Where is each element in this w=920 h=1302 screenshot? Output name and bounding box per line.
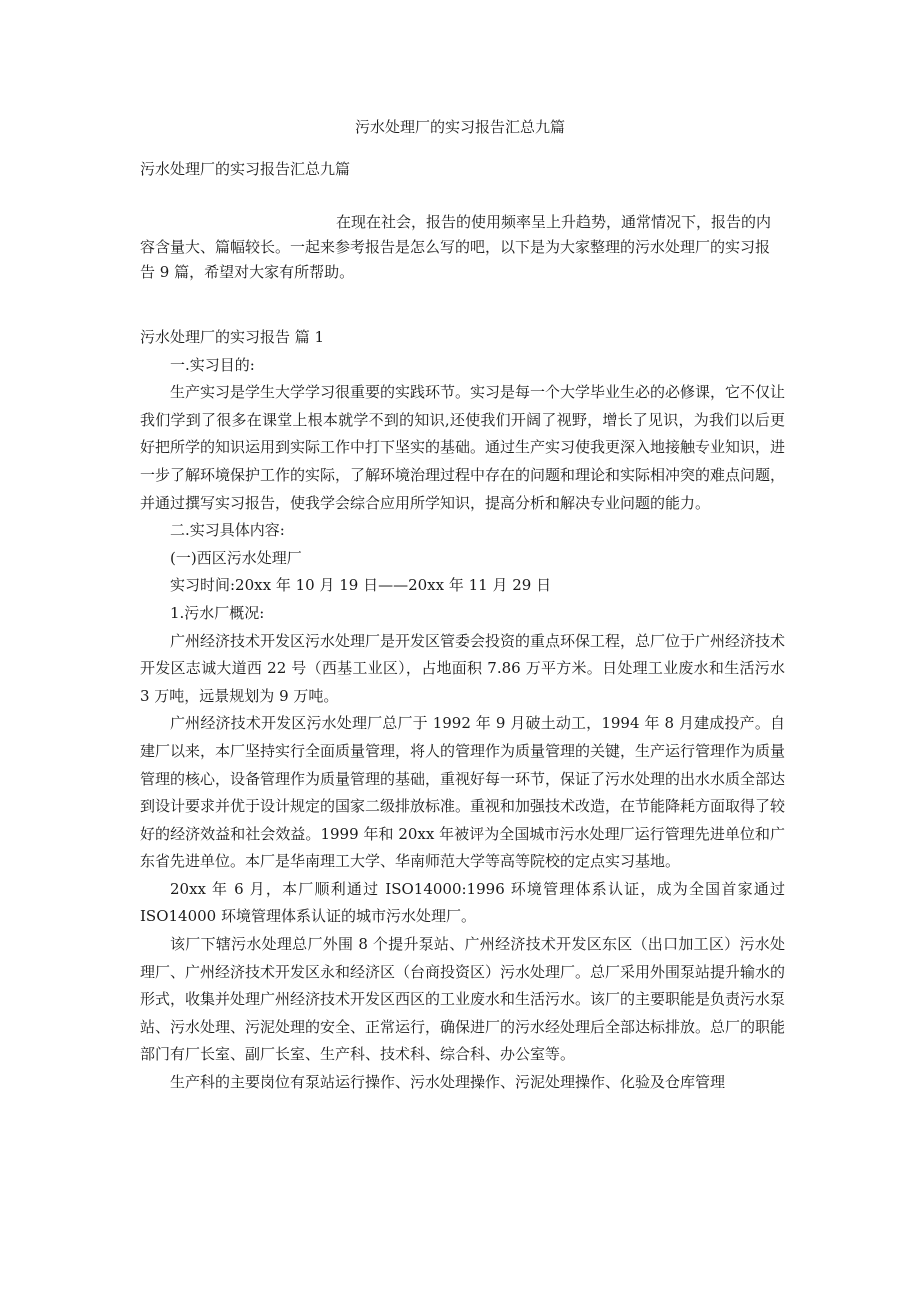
body-paragraph: 20xx 年 6 月，本厂顺利通过 ISO14000:1996 环境管理体系认证，成为全国首家通过 ISO14000 环境管理体系认证的城市污水处理厂。 <box>140 879 785 926</box>
intro-paragraph <box>140 210 780 285</box>
plant-heading: (一)西区污水处理厂 <box>170 548 302 567</box>
content-heading: 二.实习具体内容: <box>170 521 285 540</box>
overview-heading: 1.污水厂概况: <box>170 603 265 622</box>
purpose-paragraph: 生产实习是学生大学学习很重要的实践环节。实习是每一个大学毕业生必的必修课，它不仅让我们学到了很多在课堂上根本就学不到的知识,还使我们开阔了视野，增长了见识，为我们以后更好把所学的知识运用到实际工作中打下坚实的基础。通过生产实习使我更深入地接触专业知识，进一步了解环境保护工作的实际，了解环境治理过程中存在的问题和理论和实际相冲突的难点问题，并通过撰写实习报告，使我学会综合应用所学知识，提高分析和解决专业问题的能力。 <box>140 383 786 512</box>
body-paragraph: 生产科的主要岗位有泵站运行操作、污水处理操作、污泥处理操作、化验及仓库管理 <box>170 1073 726 1092</box>
section-heading: 污水处理厂的实习报告 篇 1 <box>140 328 325 346</box>
body-paragraph: 广州经济技术开发区污水处理厂总厂于 1992 年 9 月破土动工，1994 年 8 月建成投产。自建厂以来，本厂坚持实行全面质量管理，将人的管理作为质量管理的关键，生产运行管理作为质量管理的核心，设备管理作为质量管理的基础，重视好每一环节，保证了污水处理的出水水质全部达到设计要求并优于设计规定的国家二级排放标准。重视和加强技术改造，在节能降耗方面取得了较好的经济效益和社会效益。1999 年和 20xx 年被评为全国城市污水处理厂运行管理先进单位和广东省先进单位。本厂是华南理工大学、华南师范大学等高等院校的定点实习基地。 <box>140 714 786 871</box>
purpose-heading: 一.实习目的: <box>170 355 255 374</box>
intro-text: 在现在社会，报告的使用频率呈上升趋势，通常情况下，报告的内容含量大、篇幅较长。一起来参考报告是怎么写的吧，以下是为大家整理的污水处理厂的实习报告 9 篇，希望对大家有所帮助。 <box>140 213 772 281</box>
body-paragraph: 该厂下辖污水处理总厂外围 8 个提升泵站、广州经济技术开发区东区（出口加工区）污水处理厂、广州经济技术开发区永和经济区（台商投资区）污水处理厂。总厂采用外围泵站提升输水的形式，收集并处理广州经济技术开发区西区的工业废水和生活污水。该厂的主要职能是负责污水泵站、污水处理、污泥处理的安全、正常运行，确保进厂的污水经处理后全部达标排放。总厂的职能部门有厂长室、副厂长室、生产科、技术科、综合科、办公室等。 <box>140 935 786 1064</box>
document-title: 污水处理厂的实习报告汇总九篇 <box>354 118 565 136</box>
internship-time: 实习时间:20xx 年 10 月 19 日——20xx 年 11 月 29 日 <box>170 576 552 595</box>
body-paragraph: 广州经济技术开发区污水处理厂是开发区管委会投资的重点环保工程，总厂位于广州经济技术开发区志诚大道西 22 号（西基工业区），占地面积 7.86 万平方米。日处理工业废水和生活污水 3 万吨，远景规划为 9 万吨。 <box>140 631 786 705</box>
document-subtitle: 污水处理厂的实习报告汇总九篇 <box>140 160 351 178</box>
report-body <box>140 324 785 1097</box>
